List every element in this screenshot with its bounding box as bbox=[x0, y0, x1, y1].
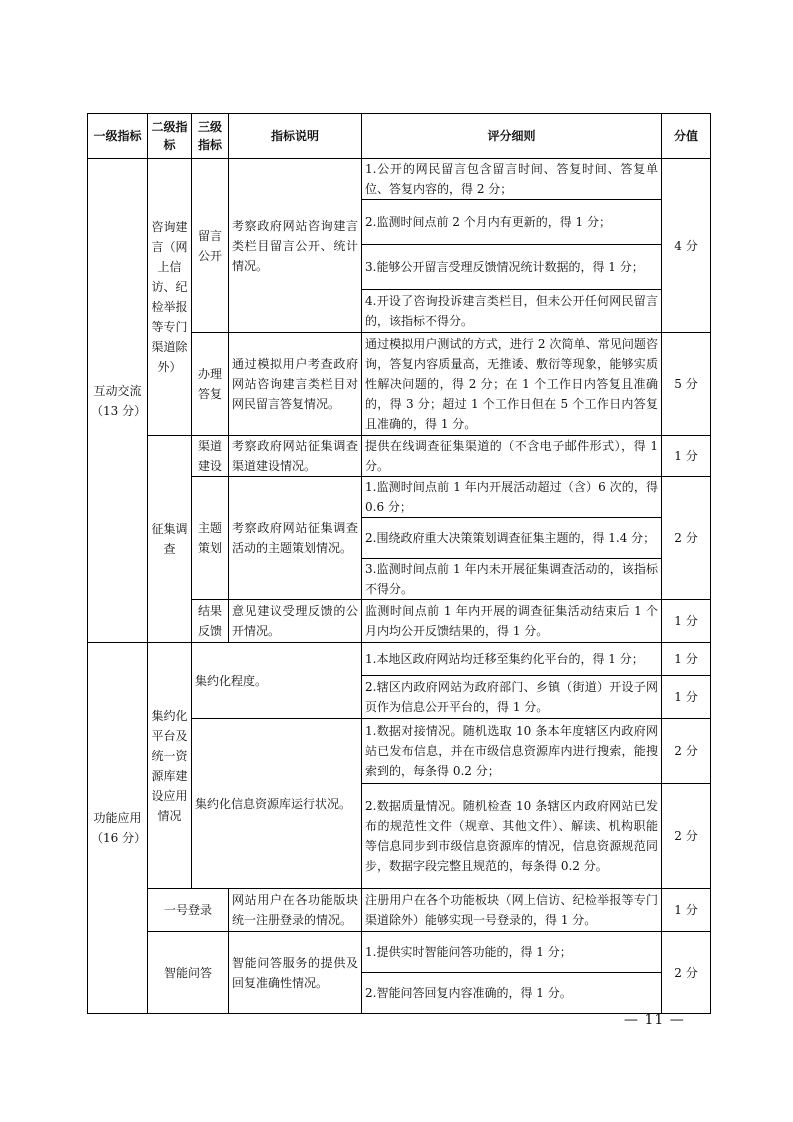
criteria-degree-1: 1.本地区政府网站均迁移至集约化平台的，得 1 分； bbox=[362, 643, 662, 676]
level2-login: 一号登录 bbox=[148, 889, 229, 932]
criteria-topic-1: 1.监测时间点前 1 年内开展活动超过（含）6 次的，得 0.6 分； bbox=[362, 477, 662, 518]
desc-topic: 考察政府网站征集调查活动的主题策划情况。 bbox=[229, 477, 362, 600]
level2-survey: 征集调查 bbox=[148, 436, 192, 643]
desc-channel: 考察政府网站征集调查渠道建设情况。 bbox=[229, 436, 362, 477]
table-row bbox=[88, 436, 711, 477]
score-channel: 1 分 bbox=[662, 436, 711, 477]
level2-qa: 智能问答 bbox=[148, 932, 229, 1014]
table-header-row bbox=[88, 114, 711, 159]
score-degree-1: 1 分 bbox=[662, 643, 711, 676]
criteria-topic-2: 2.围绕政府重大决策策划调查征集主题的，得 1.4 分； bbox=[362, 518, 662, 559]
score-resource-1: 2 分 bbox=[662, 719, 711, 784]
criteria-channel: 提供在线调查征集渠道的（不含电子邮件形式），得 1 分。 bbox=[362, 436, 662, 477]
desc-qa: 智能问答服务的提供及回复准确性情况。 bbox=[229, 932, 362, 1014]
criteria-degree-2: 2.辖区内政府网站为政府部门、乡镇（街道）开设子网页作为信息公开平台的，得 1 分。 bbox=[362, 676, 662, 719]
table-row bbox=[88, 889, 711, 932]
level3-channel: 渠道建设 bbox=[192, 436, 229, 477]
desc-degree: 集约化程度。 bbox=[192, 643, 362, 719]
score-publish: 4 分 bbox=[662, 159, 711, 333]
header-criteria: 评分细则 bbox=[362, 114, 662, 159]
desc-resource: 集约化信息资源库运行状况。 bbox=[192, 719, 362, 889]
header-level1: 一级指标 bbox=[88, 114, 148, 159]
score-login: 1 分 bbox=[662, 889, 711, 932]
header-score: 分值 bbox=[662, 114, 711, 159]
criteria-publish-2: 2.监测时间点前 2 个月内有更新的，得 1 分； bbox=[362, 200, 662, 245]
level3-publish: 留言公开 bbox=[192, 159, 229, 333]
criteria-qa-1: 1.提供实时智能问答功能的，得 1 分； bbox=[362, 932, 662, 973]
score-resource-2: 2 分 bbox=[662, 784, 711, 889]
level1-function: 功能应用（16 分） bbox=[88, 643, 148, 1014]
table-row bbox=[88, 643, 711, 676]
page-number-value: 11 bbox=[644, 1012, 665, 1028]
level1-interaction: 互动交流（13 分） bbox=[88, 159, 148, 643]
table-row bbox=[88, 932, 711, 973]
level3-reply: 办理答复 bbox=[192, 333, 229, 436]
header-level3: 三级指标 bbox=[192, 114, 229, 159]
header-level2: 二级指标 bbox=[148, 114, 192, 159]
criteria-login: 注册用户在各个功能板块（网上信访、纪检举报等专门渠道除外）能够实现一号登录的，得 1 分。 bbox=[362, 889, 662, 932]
criteria-qa-2: 2.智能问答回复内容准确的，得 1 分。 bbox=[362, 973, 662, 1014]
level2-consult: 咨询建言（网上信访、纪检举报等专门渠道除外） bbox=[148, 159, 192, 436]
score-reply: 5 分 bbox=[662, 333, 711, 436]
criteria-reply: 通过模拟用户测试的方式，进行 2 次简单、常见问题咨询，答复内容质量高，无推诿、敷衍等现象，能够实质性解决问题的，得 2 分；在 1 个工作日内答复且准确的，得 3 分；超过 1 个工作日但在 5 个工作日内答复且准确的，得 1 分。 bbox=[362, 333, 662, 436]
criteria-publish-1: 1.公开的网民留言包含留言时间、答复时间、答复单位、答复内容的，得 2 分； bbox=[362, 159, 662, 200]
header-description: 指标说明 bbox=[229, 114, 362, 159]
criteria-publish-4: 4.开设了咨询投诉建言类栏目，但未公开任何网民留言的，该指标不得分。 bbox=[362, 290, 662, 333]
desc-reply: 通过模拟用户考查政府网站咨询建言类栏目对网民留言答复情况。 bbox=[229, 333, 362, 436]
criteria-feedback: 监测时间点前 1 年内开展的调查征集活动结束后 1 个月内均公开反馈结果的，得 1 分。 bbox=[362, 600, 662, 643]
table-row bbox=[88, 159, 711, 200]
desc-feedback: 意见建议受理反馈的公开情况。 bbox=[229, 600, 362, 643]
score-topic: 2 分 bbox=[662, 477, 711, 600]
score-qa: 2 分 bbox=[662, 932, 711, 1014]
criteria-resource-2: 2.数据质量情况。随机检查 10 条辖区内政府网站已发布的规范性文件（规章、其他文件）、解读、机构职能等信息同步到市级信息资源库的情况，信息资源规范同步，数据字段完整且规范的，每条得 0.2 分。 bbox=[362, 784, 662, 889]
level3-topic: 主题策划 bbox=[192, 477, 229, 600]
criteria-publish-3: 3.能够公开留言受理反馈情况统计数据的，得 1 分； bbox=[362, 245, 662, 290]
score-feedback: 1 分 bbox=[662, 600, 711, 643]
criteria-topic-3: 3.监测时间点前 1 年内未开展征集调查活动的，该指标不得分。 bbox=[362, 559, 662, 600]
score-degree-2: 1 分 bbox=[662, 676, 711, 719]
desc-login: 网站用户在各功能版块统一注册登录的情况。 bbox=[229, 889, 362, 932]
level3-feedback: 结果反馈 bbox=[192, 600, 229, 643]
desc-publish: 考察政府网站咨询建言类栏目留言公开、统计情况。 bbox=[229, 159, 362, 333]
page-number: — 11 — bbox=[624, 1012, 685, 1028]
criteria-resource-1: 1.数据对接情况。随机选取 10 条本年度辖区内政府网站已发布信息，并在市级信息资源库内进行搜索，能搜索到的，每条得 0.2 分； bbox=[362, 719, 662, 784]
level2-platform: 集约化平台及统一资源库建设应用情况 bbox=[148, 643, 192, 889]
evaluation-table bbox=[87, 113, 711, 1014]
